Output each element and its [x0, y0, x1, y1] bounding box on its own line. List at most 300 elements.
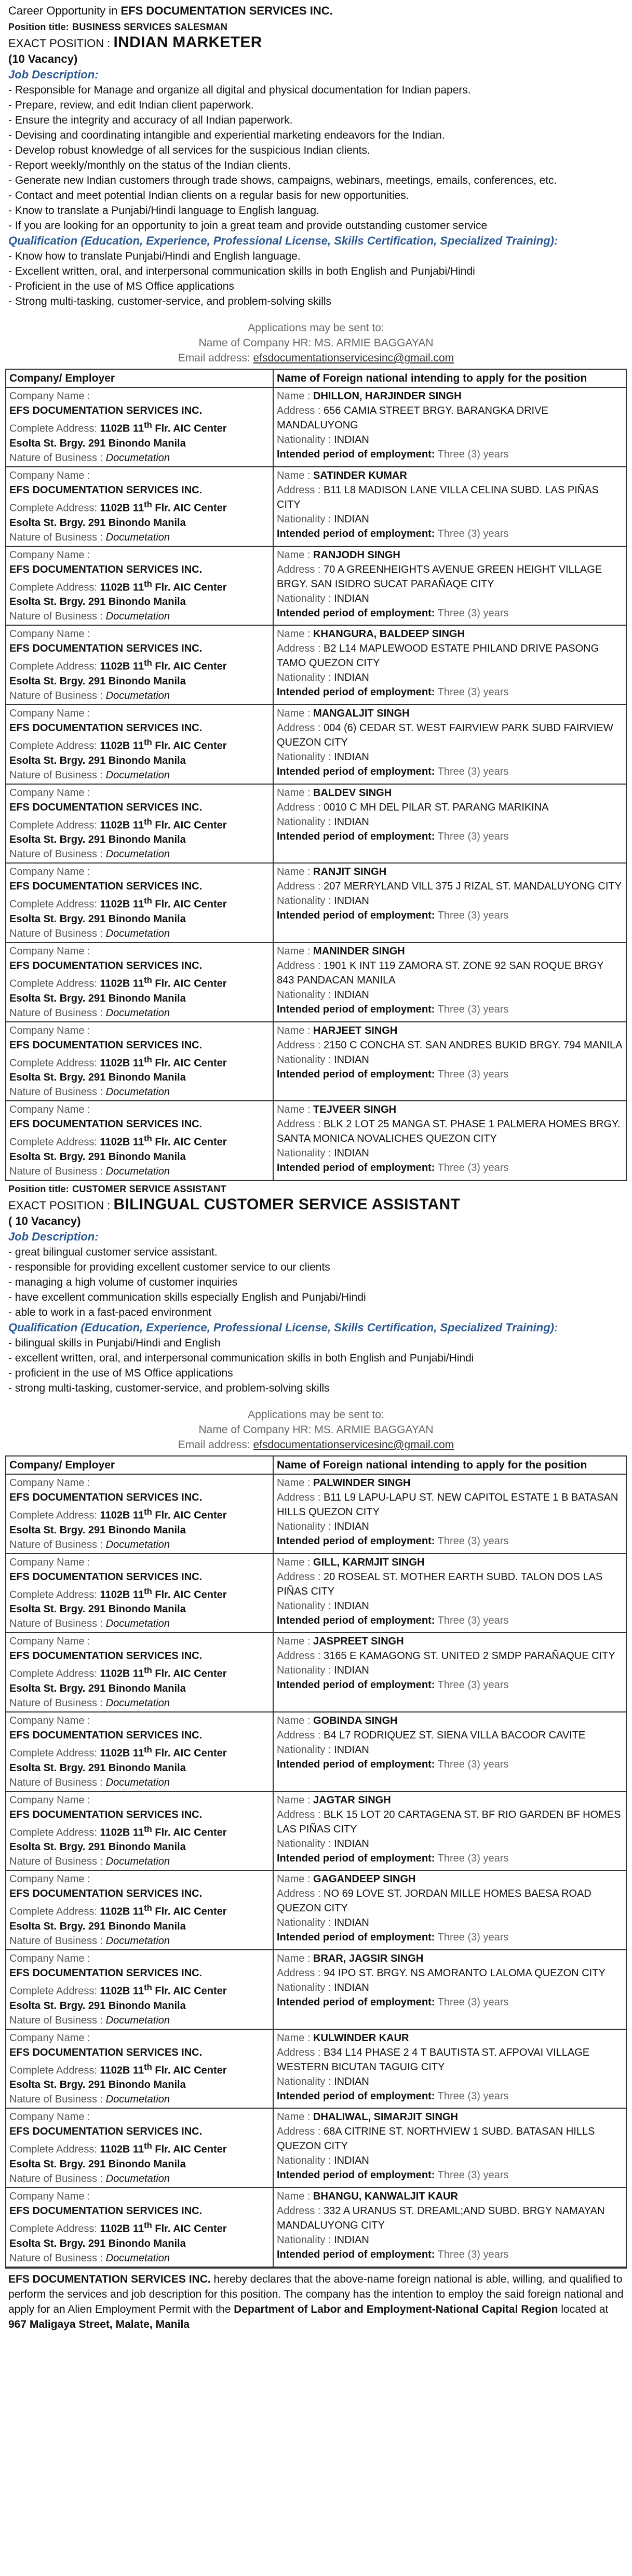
company-address — [9, 735, 270, 753]
company-cell — [6, 1022, 273, 1101]
company-name-label: Company Name : — [9, 1556, 90, 1568]
nature-value: Documetation — [105, 611, 170, 623]
national-name — [277, 548, 623, 562]
table-head-left: Company/ Employer — [6, 369, 273, 387]
exact-position: INDIAN MARKETER — [113, 34, 262, 51]
company-name-label: Company Name : — [9, 1024, 90, 1036]
table-row — [6, 1870, 626, 1950]
national-address-label: Address : — [277, 722, 321, 734]
company-name: EFS DOCUMENTATION SERVICES INC. — [9, 2126, 203, 2138]
company-name: EFS DOCUMENTATION SERVICES INC. — [9, 2046, 203, 2058]
nationality-value: INDIAN — [334, 1148, 369, 1159]
company-address-label: Complete Address: — [9, 1906, 97, 1918]
company-address-line2: Esolta St. Brgy. 291 Binondo Manila — [9, 913, 186, 925]
national-address-label: Address : — [277, 484, 321, 496]
declaration-footer — [5, 2268, 627, 2335]
company-address-value: 1102B 11 — [100, 978, 144, 990]
national-name-value: GOBINDA SINGH — [313, 1715, 398, 1727]
company-address-sup: th — [144, 896, 152, 906]
exact-position-label: EXACT POSITION : — [8, 37, 111, 50]
company-address-value: 1102B 11 — [100, 819, 144, 831]
national-name-value: GILL, KARMJIT SINGH — [313, 1556, 425, 1568]
national-period — [277, 1161, 623, 1175]
nature-label: Nature of Business : — [9, 690, 103, 702]
company-name-label: Company Name : — [9, 945, 90, 957]
national-name-label: Name : — [277, 1794, 311, 1806]
company-name-label: Company Name : — [9, 787, 90, 799]
national-name-value: JASPREET SINGH — [313, 1636, 404, 1648]
company-address-line2: Esolta St. Brgy. 291 Binondo Manila — [9, 1603, 186, 1615]
apply-line: Applications may be sent to: — [248, 322, 384, 334]
national-name — [277, 627, 623, 641]
nationality-value: INDIAN — [334, 434, 369, 446]
national-name-value: BALDEV SINGH — [313, 787, 392, 799]
table-row — [6, 1712, 626, 1791]
position-title-line — [8, 19, 624, 35]
company-address-value: 1102B 11 — [100, 502, 144, 514]
national-nationality — [277, 1916, 623, 1930]
table-head-right: Name of Foreign national intending to apply for the position — [273, 1456, 626, 1474]
national-name-label: Name : — [277, 707, 311, 719]
national-address-label: Address : — [277, 405, 321, 417]
company-address-label: Complete Address: — [9, 1589, 97, 1601]
qualification-item: - Strong multi-tasking, customer-service, and problem-solving skills — [8, 295, 332, 307]
nationality-value: INDIAN — [334, 1054, 369, 1066]
applicants-table-2 — [5, 1455, 627, 2268]
nationality-label: Nationality : — [277, 1744, 331, 1756]
nature-of-business — [9, 530, 270, 545]
nationality-value: INDIAN — [334, 1744, 369, 1756]
national-cell — [273, 2188, 626, 2267]
national-name-label: Name : — [277, 390, 311, 402]
nature-label: Nature of Business : — [9, 1935, 103, 1947]
nature-of-business — [9, 1537, 270, 1552]
company-name: EFS DOCUMENTATION SERVICES INC. — [9, 1888, 203, 1900]
national-name — [277, 1555, 623, 1570]
national-address — [277, 1570, 623, 1599]
company-address-sup: th — [144, 2220, 152, 2231]
national-address — [277, 1490, 623, 1519]
company-address-line2: Esolta St. Brgy. 291 Binondo Manila — [9, 992, 186, 1004]
national-address-value: 3165 E KAMAGONG ST. UNITED 2 SMDP PARAÑAQUE CITY — [324, 1650, 615, 1662]
table-row — [6, 784, 626, 864]
company-address-sup: th — [144, 1824, 152, 1834]
job-description-item: - great bilingual customer service assistant. — [8, 1246, 218, 1258]
nationality-value: INDIAN — [334, 1521, 369, 1533]
company-name-label: Company Name : — [9, 707, 90, 719]
company-address-suffix: Flr. AIC Center — [152, 2223, 227, 2235]
company-address — [9, 1901, 270, 1919]
qualification-item: - Know how to translate Punjabi/Hindi and English language. — [8, 250, 301, 262]
table-header-row — [6, 1456, 626, 1474]
national-name-value: TEJVEER SINGH — [313, 1104, 397, 1116]
period-label: Intended period of employment: — [277, 1932, 435, 1944]
table-row — [6, 942, 626, 1022]
period-label: Intended period of employment: — [277, 528, 435, 540]
period-value: Three (3) years — [437, 765, 509, 777]
national-address — [277, 1886, 623, 1916]
national-period — [277, 1995, 623, 2009]
company-address-line2: Esolta St. Brgy. 291 Binondo Manila — [9, 1072, 186, 1084]
company-address-label: Complete Address: — [9, 502, 97, 514]
company-address-line2: Esolta St. Brgy. 291 Binondo Manila — [9, 1524, 186, 1536]
period-label: Intended period of employment: — [277, 765, 435, 777]
position-title: CUSTOMER SERVICE ASSISTANT — [72, 1183, 226, 1194]
job-description-item: - Generate new Indian customers through trade shows, campaigns, webinars, meetings, emails, conferences, etc. — [8, 174, 557, 186]
national-address-value: BLK 15 LOT 20 CARTAGENA ST. BF RIO GARDEN BF HOMES LAS PIÑAS CITY — [277, 1809, 621, 1835]
period-label: Intended period of employment: — [277, 1997, 435, 2008]
position-title-label: Position title: — [8, 22, 69, 32]
nationality-value: INDIAN — [334, 989, 369, 1001]
nature-of-business — [9, 2013, 270, 2028]
nationality-label: Nationality : — [277, 895, 331, 907]
national-name-label: Name : — [277, 945, 311, 957]
company-address-label: Complete Address: — [9, 740, 97, 752]
job-description-item: - Know to translate a Punjabi/Hindi language to English languag. — [8, 205, 319, 217]
national-address-value: B2 L14 MAPLEWOOD ESTATE PHILAND DRIVE PASONG TAMO QUEZON CITY — [277, 643, 599, 669]
company-name-header: EFS DOCUMENTATION SERVICES INC. — [120, 4, 333, 17]
national-cell — [273, 1633, 626, 1712]
nature-of-business — [9, 847, 270, 861]
national-name — [277, 944, 623, 959]
company-address-sup: th — [144, 1665, 152, 1676]
period-label: Intended period of employment: — [277, 1614, 435, 1626]
nature-of-business — [9, 768, 270, 783]
national-address — [277, 1649, 623, 1663]
national-address — [277, 483, 623, 512]
company-cell — [6, 942, 273, 1022]
national-address-value: 70 A GREENHEIGHTS AVENUE GREEN HEIGHT VILLAGE BRGY. SAN ISIDRO SUCAT PARAÑAQE CITY — [277, 563, 602, 590]
national-cell — [273, 863, 626, 942]
nature-value: Documetation — [105, 452, 170, 464]
period-value: Three (3) years — [437, 1003, 509, 1015]
national-nationality — [277, 1980, 623, 1995]
national-address-label: Address : — [277, 1809, 321, 1820]
company-name: EFS DOCUMENTATION SERVICES INC. — [9, 801, 203, 813]
company-name-label: Company Name : — [9, 628, 90, 640]
national-address-label: Address : — [277, 2205, 321, 2217]
national-name — [277, 786, 623, 800]
national-name-value: BRAR, JAGSIR SINGH — [313, 1953, 424, 1965]
company-name: EFS DOCUMENTATION SERVICES INC. — [9, 1492, 203, 1504]
national-nationality — [277, 670, 623, 685]
national-name — [277, 865, 623, 879]
company-address-label: Complete Address: — [9, 2065, 97, 2076]
nature-label: Nature of Business : — [9, 769, 103, 781]
national-period — [277, 606, 623, 621]
period-label: Intended period of employment: — [277, 1759, 435, 1771]
company-address-suffix: Flr. AIC Center — [152, 2065, 227, 2076]
national-name-label: Name : — [277, 1873, 311, 1885]
company-address-value: 1102B 11 — [100, 2144, 144, 2156]
company-cell — [6, 1101, 273, 1180]
nationality-label: Nationality : — [277, 989, 331, 1001]
national-period — [277, 1930, 623, 1945]
job-description-item: - Report weekly/monthly on the status of the Indian clients. — [8, 159, 291, 171]
national-name — [277, 1023, 623, 1038]
national-address — [277, 959, 623, 988]
national-name-value: RANJIT SINGH — [313, 866, 387, 878]
nationality-value: INDIAN — [334, 2234, 369, 2246]
company-address-suffix: Flr. AIC Center — [152, 502, 227, 514]
national-address-value: 656 CAMIA STREET BRGY. BARANGKA DRIVE MANDALUYONG — [277, 405, 548, 431]
company-cell — [6, 863, 273, 942]
national-cell — [273, 1791, 626, 1871]
company-cell — [6, 1712, 273, 1791]
company-cell — [6, 1870, 273, 1950]
nature-of-business — [9, 2092, 270, 2107]
national-name — [277, 468, 623, 483]
national-address-label: Address : — [277, 801, 321, 813]
period-value: Three (3) years — [437, 449, 509, 461]
national-address-label: Address : — [277, 1967, 321, 1979]
national-cell — [273, 467, 626, 546]
page — [5, 0, 627, 2335]
company-name-label: Company Name : — [9, 866, 90, 878]
national-period — [277, 1002, 623, 1017]
national-period — [277, 764, 623, 779]
national-address-value: B11 L8 MADISON LANE VILLA CELINA SUBD. LAS PIÑAS CITY — [277, 484, 599, 510]
company-address-value: 1102B 11 — [100, 1906, 144, 1918]
vacancy: (10 Vacancy) — [8, 52, 78, 65]
company-address-sup: th — [144, 1745, 152, 1755]
national-address-label: Address : — [277, 1118, 321, 1130]
company-address — [9, 815, 270, 833]
nature-label: Nature of Business : — [9, 2252, 103, 2264]
nature-of-business — [9, 1616, 270, 1631]
period-value: Three (3) years — [437, 2249, 509, 2261]
company-name-label: Company Name : — [9, 1104, 90, 1116]
company-address — [9, 577, 270, 595]
national-period — [277, 1534, 623, 1548]
email-link[interactable]: efsdocumentationservicesinc@gmail.com — [253, 1438, 454, 1451]
national-address-label: Address : — [277, 643, 321, 655]
company-address-value: 1102B 11 — [100, 660, 144, 672]
nationality-value: INDIAN — [334, 1600, 369, 1612]
application-info — [8, 320, 624, 366]
period-value: Three (3) years — [437, 607, 509, 619]
company-address-line2: Esolta St. Brgy. 291 Binondo Manila — [9, 2079, 186, 2091]
company-address-line2: Esolta St. Brgy. 291 Binondo Manila — [9, 1841, 186, 1853]
company-address-sup: th — [144, 1134, 152, 1144]
national-address-label: Address : — [277, 1730, 321, 1742]
table-head-right: Name of Foreign national intending to apply for the position — [273, 369, 626, 387]
company-address-suffix: Flr. AIC Center — [152, 1509, 227, 1521]
company-name: EFS DOCUMENTATION SERVICES INC. — [9, 960, 203, 972]
nature-value: Documetation — [105, 2252, 170, 2264]
nature-value: Documetation — [105, 2014, 170, 2026]
nature-of-business — [9, 1696, 270, 1710]
national-address — [277, 1808, 623, 1837]
company-cell — [6, 1791, 273, 1871]
company-address-suffix: Flr. AIC Center — [152, 1136, 227, 1148]
national-name-value: BHANGU, KANWALJIT KAUR — [313, 2191, 458, 2203]
period-label: Intended period of employment: — [277, 1162, 435, 1174]
job-description-item: - managing a high volume of customer inquiries — [8, 1276, 238, 1288]
national-cell — [273, 1022, 626, 1101]
national-period — [277, 829, 623, 844]
national-name-label: Name : — [277, 1556, 311, 1568]
company-address-value: 1102B 11 — [100, 423, 144, 435]
company-name: EFS DOCUMENTATION SERVICES INC. — [9, 405, 203, 417]
national-cell — [273, 784, 626, 864]
national-cell — [273, 625, 626, 705]
job-description-item: - If you are looking for an opportunity to join a great team and provide outstanding customer service — [8, 220, 488, 232]
national-address — [277, 2045, 623, 2074]
national-address-label: Address : — [277, 1039, 321, 1051]
qualification-item: - Excellent written, oral, and interpersonal communication skills in both English and Punjabi/Hindi — [8, 265, 475, 277]
period-value: Three (3) years — [437, 830, 509, 842]
national-address — [277, 1966, 623, 1980]
company-address — [9, 973, 270, 991]
company-cell — [6, 387, 273, 467]
national-period — [277, 908, 623, 923]
period-value: Three (3) years — [437, 1535, 509, 1547]
national-name-value: KULWINDER KAUR — [313, 2032, 409, 2044]
national-address-value: B34 L14 PHASE 2 4 T BAUTISTA ST. AFPOVAI VILLAGE WESTERN BICUTAN TAGUIG CITY — [277, 2046, 590, 2073]
nationality-label: Nationality : — [277, 1521, 331, 1533]
company-address-value: 1102B 11 — [100, 1589, 144, 1601]
nationality-value: INDIAN — [334, 2155, 369, 2167]
company-address-suffix: Flr. AIC Center — [152, 1057, 227, 1069]
company-address-suffix: Flr. AIC Center — [152, 2144, 227, 2156]
company-name-label: Company Name : — [9, 2111, 90, 2123]
apply-line: Applications may be sent to: — [248, 1408, 384, 1421]
career-heading — [8, 3, 624, 19]
job-description-label: Job Description: — [8, 1230, 99, 1243]
nature-value: Documetation — [105, 531, 170, 543]
period-value: Three (3) years — [437, 1162, 509, 1174]
company-cell — [6, 784, 273, 864]
national-name-label: Name : — [277, 1953, 311, 1965]
national-address-value: NO 69 LOVE ST. JORDAN MILLE HOMES BAESA ROAD QUEZON CITY — [277, 1888, 591, 1914]
national-address-value: B4 L7 RODRIQUEZ ST. SIENA VILLA BACOOR CAVITE — [324, 1730, 586, 1742]
nature-value: Documetation — [105, 769, 170, 781]
qualification-list — [8, 249, 624, 309]
job-description-item: - Develop robust knowledge of all services for the suspicious Indian clients. — [8, 144, 370, 156]
national-name-value: JAGTAR SINGH — [313, 1794, 391, 1806]
nationality-label: Nationality : — [277, 2155, 331, 2167]
nationality-value: INDIAN — [334, 592, 369, 604]
job-description-item: - Prepare, review, and edit Indian client paperwork. — [8, 99, 254, 111]
nature-value: Documetation — [105, 1856, 170, 1868]
job-description-item: - have excellent communication skills especially English and Punjabi/Hindi — [8, 1291, 366, 1303]
nationality-value: INDIAN — [334, 513, 369, 525]
exact-position-line — [8, 35, 624, 51]
period-label: Intended period of employment: — [277, 1068, 435, 1080]
nationality-label: Nationality : — [277, 1148, 331, 1159]
company-name-label: Company Name : — [9, 2191, 90, 2203]
company-address — [9, 1663, 270, 1681]
qualification-label: Qualification (Education, Experience, Professional License, Skills Certification, Specialized Training): — [8, 234, 558, 247]
hr-line: Name of Company HR: MS. ARMIE BAGGAYAN — [198, 337, 434, 349]
qualification-item: - strong multi-tasking, customer-service, and problem-solving skills — [8, 1382, 330, 1394]
national-name-label: Name : — [277, 1024, 311, 1036]
national-address — [277, 562, 623, 591]
national-address-value: 68A CITRINE ST. NORTHVIEW 1 SUBD. BATASAN HILLS QUEZON CITY — [277, 2126, 595, 2152]
nationality-value: INDIAN — [334, 1982, 369, 1994]
table-row — [6, 387, 626, 467]
national-nationality — [277, 512, 623, 527]
national-name-label: Name : — [277, 469, 311, 481]
company-cell — [6, 705, 273, 784]
national-address-value: B11 L9 LAPU-LAPU ST. NEW CAPITOL ESTATE 1 B BATASAN HILLS QUEZON CITY — [277, 1492, 618, 1518]
national-cell — [273, 1950, 626, 2029]
table-row — [6, 625, 626, 705]
national-name — [277, 706, 623, 721]
nature-label: Nature of Business : — [9, 1697, 103, 1709]
national-nationality — [277, 1053, 623, 1067]
national-address — [277, 2124, 623, 2153]
company-name: EFS DOCUMENTATION SERVICES INC. — [9, 1730, 203, 1742]
national-address-value: 1901 K INT 119 ZAMORA ST. ZONE 92 SAN ROQUE BRGY 843 PANDACAN MANILA — [277, 960, 604, 986]
nationality-label: Nationality : — [277, 592, 331, 604]
nationality-label: Nationality : — [277, 513, 331, 525]
table-row — [6, 2029, 626, 2109]
period-label: Intended period of employment: — [277, 686, 435, 698]
table-row — [6, 546, 626, 626]
national-period — [277, 447, 623, 462]
qualification-label: Qualification (Education, Experience, Professional License, Skills Certification, Specialized Training): — [8, 1320, 558, 1334]
company-address-line2: Esolta St. Brgy. 291 Binondo Manila — [9, 1762, 186, 1774]
national-nationality — [277, 1519, 623, 1534]
nature-of-business — [9, 609, 270, 624]
nationality-label: Nationality : — [277, 434, 331, 446]
national-address — [277, 2204, 623, 2233]
company-address-value: 1102B 11 — [100, 2223, 144, 2235]
national-cell — [273, 1870, 626, 1950]
qualification-item: - excellent written, oral, and interpersonal communication skills in both English and Punjabi/Hindi — [8, 1352, 474, 1364]
national-nationality — [277, 1146, 623, 1161]
company-address-value: 1102B 11 — [100, 1057, 144, 1069]
national-address-label: Address : — [277, 2126, 321, 2138]
qualification-item: - proficient in the use of MS Office applications — [8, 1367, 233, 1379]
nature-of-business — [9, 1085, 270, 1099]
company-address-value: 1102B 11 — [100, 1136, 144, 1148]
qualification-item: - Proficient in the use of MS Office applications — [8, 280, 234, 292]
company-address-label: Complete Address: — [9, 2223, 97, 2235]
company-name: EFS DOCUMENTATION SERVICES INC. — [9, 1571, 203, 1583]
national-name-label: Name : — [277, 866, 311, 878]
company-cell — [6, 1554, 273, 1633]
company-address-sup: th — [144, 1982, 152, 1993]
national-nationality — [277, 433, 623, 447]
nature-value: Documetation — [105, 1539, 170, 1550]
company-cell — [6, 1474, 273, 1554]
national-name-label: Name : — [277, 549, 311, 561]
national-address — [277, 879, 623, 894]
company-address — [9, 2218, 270, 2236]
company-address — [9, 1053, 270, 1071]
nature-value: Documetation — [105, 848, 170, 860]
national-nationality — [277, 2233, 623, 2247]
period-value: Three (3) years — [437, 1997, 509, 2008]
national-address — [277, 403, 623, 433]
company-address-suffix: Flr. AIC Center — [152, 423, 227, 435]
email-link[interactable]: efsdocumentationservicesinc@gmail.com — [253, 352, 454, 364]
company-address-value: 1102B 11 — [100, 1747, 144, 1759]
national-name — [277, 1634, 623, 1649]
national-name-label: Name : — [277, 2111, 311, 2123]
company-address-line2: Esolta St. Brgy. 291 Binondo Manila — [9, 1151, 186, 1163]
period-value: Three (3) years — [437, 2090, 509, 2102]
company-address — [9, 894, 270, 912]
national-name-label: Name : — [277, 1104, 311, 1116]
national-name-value: DHILLON, HARJINDER SINGH — [313, 390, 462, 402]
company-address-value: 1102B 11 — [100, 1827, 144, 1839]
nature-of-business — [9, 1775, 270, 1790]
national-period — [277, 685, 623, 699]
